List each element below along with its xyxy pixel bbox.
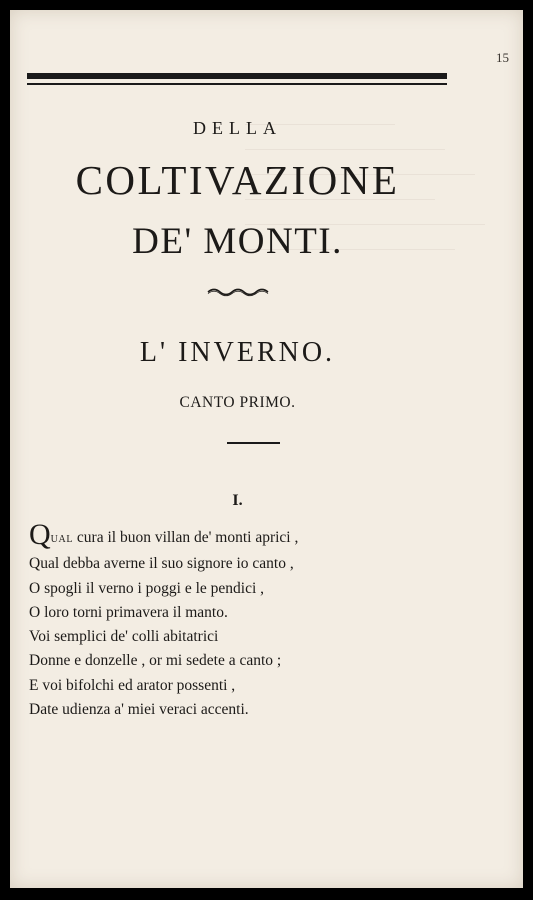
- poem-line: O spogli il verno i poggi e le pendici ,: [29, 579, 265, 597]
- poem-line: Voi semplici de' colli abitatrici: [29, 628, 219, 646]
- title-monti: DE' MONTI.: [132, 221, 343, 262]
- poem-stanza: [29, 518, 499, 722]
- poem-line: Donne e donzelle , or mi sedete a canto ;: [29, 652, 282, 670]
- canto-heading: CANTO PRIMO.: [179, 394, 296, 411]
- poem-line: E voi bifolchi ed arator possenti ,: [29, 676, 236, 694]
- poem-line-1-rest: cura il buon villan de' monti aprici ,: [73, 529, 299, 546]
- poem-line: Qual debba averne il suo signore io canto ,: [29, 555, 294, 573]
- book-page: [10, 10, 523, 888]
- canto-rule: [227, 442, 280, 444]
- stanza-numeral: I.: [232, 492, 243, 509]
- page-number: 15: [496, 50, 509, 65]
- poem-line: O loro torni primavera il manto.: [29, 603, 228, 621]
- header-rule-thin: [27, 83, 447, 85]
- section-title: L' INVERNO.: [139, 337, 336, 368]
- title-coltivazione: COLTIVAZIONE: [75, 157, 400, 203]
- poem-line-1: [29, 518, 499, 552]
- header-rule-thick: [27, 73, 447, 79]
- ornament-divider: [10, 282, 465, 301]
- ornament-icon: [206, 287, 270, 297]
- poem-line: Date udienza a' miei veraci accenti.: [29, 701, 249, 719]
- drop-cap: Q: [29, 518, 51, 551]
- small-caps: UAL: [50, 534, 74, 545]
- title-della: DELLA: [193, 118, 282, 138]
